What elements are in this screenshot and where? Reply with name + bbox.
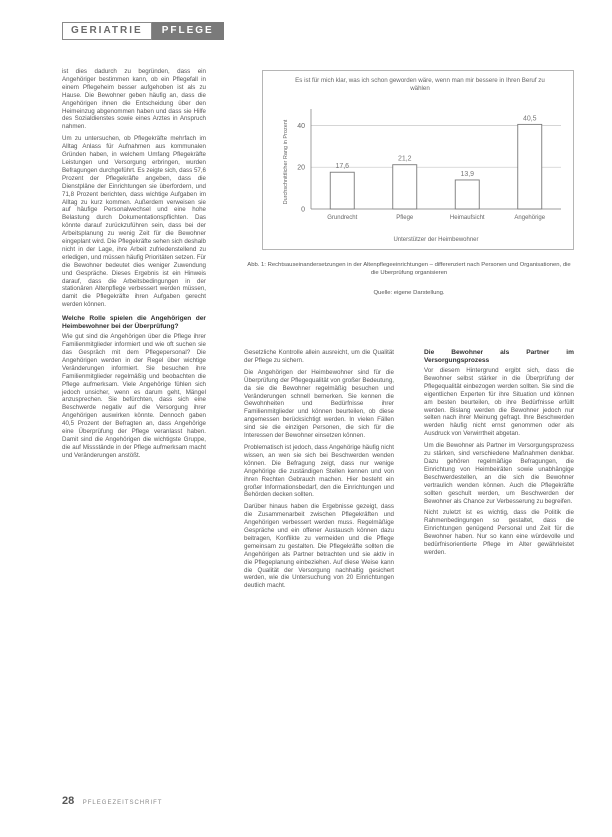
paragraph: Nicht zuletzt ist es wichtig, dass die Politik die Rahmenbedingungen so gestaltet, dass die Einrichtungen genügend Personal und Zeit für die Bewohner haben. Nur so kann eine würdevolle und bedürfnisorientierte Pflege im Alter gewährleistet werden. — [424, 509, 574, 556]
page-number: 28 — [62, 795, 75, 807]
data-label: 21,2 — [397, 155, 412, 163]
figure-chart — [262, 70, 574, 250]
page-footer — [62, 795, 162, 807]
data-label: 17,6 — [335, 163, 350, 171]
paragraph: Problematisch ist jedoch, dass Angehörige häufig nicht wissen, an wen sie sich bei Beschwerden wenden können. Die Befragung zeigt, dass nur wenige Angehörige die zuständigen Stellen kennen und von ihren Rechten Gebrauch machen. Hier besteht ein großer Informationsbedarf, den die Einrichtungen und Behörden decken sollten. — [244, 443, 394, 499]
bar — [455, 180, 479, 209]
text-column-middle — [244, 349, 394, 594]
data-label: 13,9 — [460, 170, 475, 178]
paragraph: ist dies dadurch zu begründen, dass ein Angehöriger bestimmen kann, ob ein Pflegefall in einem Pflegeheim besser aufgehoben ist als zu Hause. Die Bewohner geben häufig an, dass die Angehörigen ihnen die Entscheidung über den Heimeinzug abgenommen haben und dass sie Hilfe des Sozialdienstes sowie eines Arztes in Anspruch nahmen. — [62, 68, 206, 131]
y-tick-label: 40 — [297, 122, 305, 130]
y-tick-label: 20 — [297, 164, 305, 172]
section-heading: Die Bewohner als Partner im Versorgungsprozess — [424, 349, 574, 364]
y-axis-label: Durchschnittlicher Rang in Prozent — [283, 119, 289, 205]
paragraph: Wie gut sind die Angehörigen über die Pflege ihrer Familienmitglieder informiert und wie oft suchen sie das Gespräch mit dem Pflegepersonal? Die Angehörigen werden in der Regel über wichtige Veränderungen informiert. Sie besuchen ihre Familienmitglieder regelmäßig und beobachten die Pflege aufmerksam. Viele Angehörige fühlen sich jedoch unsicher, wenn es darum geht, Mängel anzusprechen. Sie befürchten, dass sich eine Beschwerde negativ auf die Versorgung ihrer Angehörigen auswirken könnte. Dennoch gaben 40,5 Prozent der Befragten an, dass Angehörige eine Überprüfung der Pflege veranlasst haben. Damit sind die Angehörigen die wichtigste Gruppe, die auf Missstände in der Pflege aufmerksam macht und Veränderungen anstößt. — [62, 333, 206, 459]
section-header — [62, 22, 224, 40]
bar — [330, 172, 354, 209]
x-tick-label: Grundrecht — [327, 215, 358, 221]
paragraph: Darüber hinaus haben die Ergebnisse gezeigt, dass die Zusammenarbeit zwischen Pflegekräften und Angehörigen verbessert werden muss. Regelmäßige Gespräche und ein offener Austausch können dazu beitragen, Konflikte zu vermeiden und die Pflege gemeinsam zu gestalten. Die Pflegekräfte sollten die Angehörigen als Partner betrachten und sie aktiv in die Pflegeplanung einbeziehen. Auf diese Weise kann die Qualität der Versorgung nachhaltig gesichert werden, wie die Untersuchung von 20 Einrichtungen deutlich macht. — [244, 503, 394, 590]
chart-title: Es ist für mich klar, was ich schon geworden wäre, wenn man mir bessere in Ihren Beruf zu wählen — [295, 77, 545, 92]
section-heading: Welche Rolle spielen die Angehörigen der Heimbewohner bei der Überprüfung? — [62, 315, 206, 331]
x-axis-label: Unterstützer der Heimbewohner — [393, 237, 479, 243]
text-column-left — [62, 68, 206, 464]
x-tick-label: Pflege — [396, 215, 414, 221]
x-tick-label: Angehörige — [514, 215, 546, 221]
paragraph: Die Angehörigen der Heimbewohner sind für die Überprüfung der Pflegequalität von großer Bedeutung, da sie die Bewohner regelmäßig besuchen und Veränderungen schnell bemerken. Sie kennen die Gewohnheiten und Bedürfnisse ihrer Familienmitglieder und können beurteilen, ob diese angemessen berücksichtigt werden. In vielen Fällen sind sie die einzigen Personen, die sich für die Interessen der Bewohner einsetzen können. — [244, 368, 394, 440]
paragraph: Um die Bewohner als Partner im Versorgungsprozess zu stärken, sind verschiedene Maßnahmen denkbar. Dazu gehören regelmäßige Befragungen, die Einrichtung von Heimbeiräten sowie unabhängige Beschwerdestellen, an die sich die Bewohner vertraulich wenden können. Auch die Pflegekräfte sollten geschult werden, um Beschwerden der Bewohner als Chance zur Verbesserung zu begreifen. — [424, 442, 574, 505]
data-label: 40,5 — [522, 115, 537, 123]
y-tick-label: 0 — [301, 206, 305, 214]
paragraph: Um zu untersuchen, ob Pflegekräfte mehrfach im Alltag Anlass für Aufnahmen aus kommunalen Gründen haben, in welchem Umfang Pflegekräfte Leistungen und Versorgung erbringen, wurden Befragungen durchgeführt. Es zeigte sich, dass 57,6 Prozent der Pflegekräfte angeben, dass die Dienstpläne der Einrichtungen sie überfordern, und 71,8 Prozent berichten, dass wichtige Aufgaben im Alltag zu kurz kommen. Außerdem verweisen sie auf häufige Personalwechsel und eine hohe Belastung durch Dokumentationspflichten. Das könnte darauf zurückzuführen sein, dass bei der Arbeitsplanung zu wenig Zeit für die Bewohner eingeplant wird. Die Pflegekräfte sehen sich deshalb nicht in der Lage, ihre Arbeit zufriedenstellend zu erledigen, und müssen häufig Prioritäten setzen. Für die Bewohner bedeutet dies weniger Zuwendung und Gespräche. Dieses Ergebnis ist ein Hinweis darauf, dass die Arbeitsbedingungen in der stationären Altenpflege verbessert werden müssen, damit die Pflegekräfte ihren Aufgaben gerecht werden können. — [62, 135, 206, 309]
paragraph: Vor diesem Hintergrund ergibt sich, dass die Bewohner selbst stärker in die Überprüfung der Pflegequalität einbezogen werden sollten. Sie sind die eigentlichen Experten für ihre Situation und können am besten beurteilen, ob ihre Bedürfnisse erfüllt werden. Bislang werden die Bewohner jedoch nur selten nach ihrer Meinung gefragt. Ihre Beschwerden werden häufig nicht ernst genommen oder als Ausdruck von Verwirrtheit abgetan. — [424, 367, 574, 438]
magazine-name: PFLEGEZEITSCHRIFT — [82, 800, 163, 806]
paragraph: Gesetzliche Kontrolle allein ausreicht, um die Qualität der Pflege zu sichern. — [244, 349, 394, 364]
bar-chart — [263, 71, 573, 249]
bar — [518, 124, 542, 209]
bar — [393, 165, 417, 209]
text-column-right — [424, 349, 574, 561]
figure-source: Quelle: eigene Darstellung. — [373, 290, 445, 296]
x-tick-label: Heimaufsicht — [449, 215, 485, 221]
header-brand-pflege: PFLEGE — [152, 22, 224, 40]
figure-caption: Abb. 1: Rechtsauseinandersetzungen in der Altenpflegeeinrichtungen – differenziert nach Personen und Organisationen, die die Uberprüfung organisieren — [247, 262, 571, 276]
header-brand-geriatrie: GERIATRIE — [62, 22, 152, 40]
